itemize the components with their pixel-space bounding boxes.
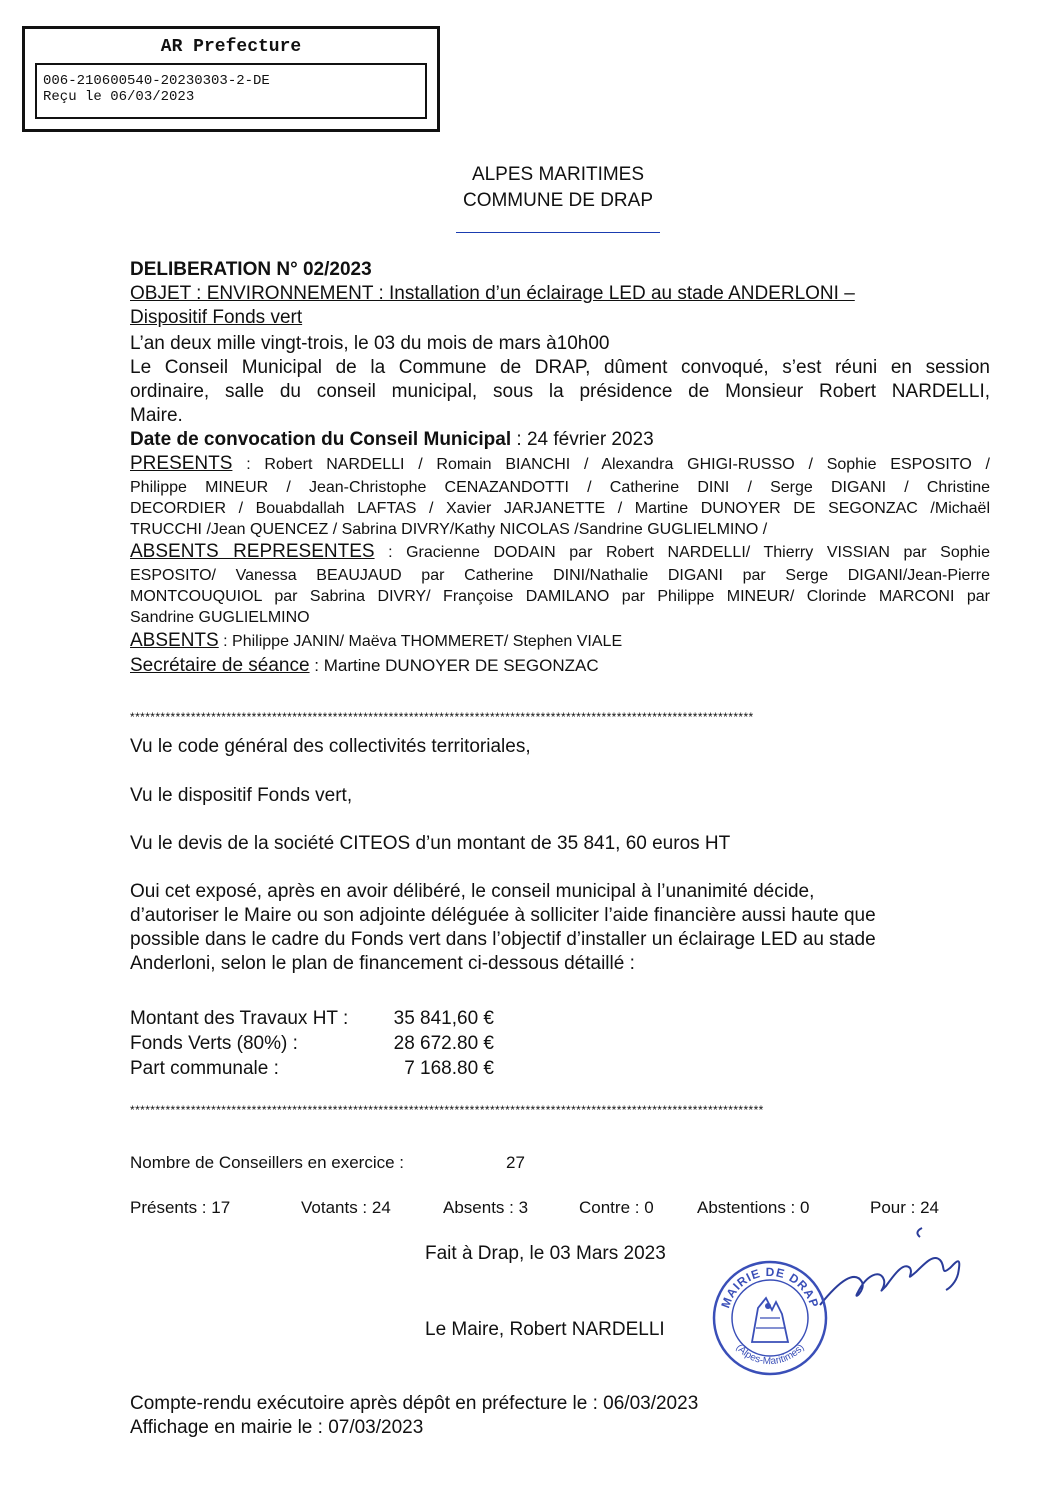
posting-line: Affichage en mairie le : 07/03/2023 (130, 1417, 424, 1438)
represented-line-3: MONTCOUQUIOL par Sabrina DIVRY/ Françoise DAMILANO par Philippe MINEUR/ Clorinde MARCONI par (130, 588, 990, 605)
financing-value: 28 672.80 € (393, 1033, 494, 1054)
executory-line: Compte-rendu exécutoire après dépôt en préfecture le : 06/03/2023 (130, 1393, 699, 1414)
decision-line-3: possible dans le cadre du Fonds vert dans l’objectif d’installer un éclairage LED au stade (130, 929, 876, 950)
absents-line (130, 628, 990, 654)
absents-names: : Philippe JANIN/ Maëva THOMMERET/ Stephen VIALE (218, 633, 623, 650)
header-divider (456, 232, 660, 233)
ar-received-date: Reçu le 06/03/2023 (43, 89, 195, 105)
decision-line-2: d’autoriser le Maire ou son adjointe déléguée à solliciter l’aide financière aussi haute que (130, 905, 876, 926)
vote-votants: Votants : 24 (301, 1198, 391, 1217)
deliberation-section (130, 258, 990, 678)
session-line-2: ordinaire, salle du conseil municipal, sous la présidence de Monsieur Robert NARDELLI, (130, 381, 990, 402)
financing-value: 35 841,60 € (393, 1008, 494, 1029)
object-line-1: OBJET : ENVIRONNEMENT : Installation d’un éclairage LED au stade ANDERLONI – (130, 283, 855, 304)
secretary-name: : Martine DUNOYER DE SEGONZAC (309, 656, 599, 675)
financing-label: Fonds Verts (80%) : (130, 1033, 298, 1054)
financing-label: Montant des Travaux HT : (130, 1008, 349, 1029)
region-name: ALPES MARITIMES (471, 164, 645, 185)
represented-block (130, 540, 990, 628)
represented-line-2: ESPOSITO/ Vanessa BEAUJAUD par Catherine DINI/Nathalie DIGANI par Serge DIGANI/Jean-Pierre (130, 567, 990, 584)
document-header (420, 162, 696, 214)
convocation-date: : 24 février 2023 (511, 429, 654, 450)
deliberation-number: DELIBERATION N° 02/2023 (130, 259, 372, 280)
presents-line-3: DECORDIER / Bouabdallah LAFTAS / Xavier JARJANETTE / Martine DUNOYER DE SEGONZAC /Michaël (130, 500, 990, 517)
convocation-line (130, 428, 990, 452)
separator-line-2: ***************************************************************************************************************************** (130, 1103, 764, 1117)
represented-line-1: : Gracienne DODAIN par Robert NARDELLI/ Thierry VISSIAN par Sophie (374, 544, 991, 561)
financing-plan (130, 1006, 494, 1081)
session-line-3: Maire. (130, 405, 183, 426)
object-line-2: Dispositif Fonds vert (130, 307, 303, 328)
presents-block (130, 452, 990, 540)
secretary-label: Secrétaire de séance (130, 655, 310, 676)
ar-reference: 006-210600540-20230303-2-DE (43, 73, 270, 89)
presents-label: PRESENTS (130, 453, 233, 474)
presents-line-2: Philippe MINEUR / Jean-Christophe CENAZANDOTTI / Catherine DINI / Serge DIGANI / Christine (130, 479, 990, 496)
vote-absents: Absents : 3 (443, 1198, 529, 1217)
consideration-code: Vu le code général des collectivités territoriales, (130, 736, 531, 757)
convocation-label: Date de convocation du Conseil Municipal (130, 429, 512, 450)
vote-pour: Pour : 24 (870, 1198, 939, 1217)
mairie-stamp (710, 1258, 830, 1378)
council-count-label: Nombre de Conseillers en exercice : (130, 1153, 405, 1172)
svg-text:MAIRIE DE DRAP (718, 1265, 821, 1310)
ar-title: AR Prefecture (160, 37, 302, 57)
represented-line-4: Sandrine GUGLIELMINO (130, 609, 310, 626)
secretary-line (130, 654, 990, 678)
commune-name: COMMUNE DE DRAP (462, 190, 653, 211)
consideration-quote: Vu le devis de la société CITEOS d’un montant de 35 841, 60 euros HT (130, 833, 731, 854)
financing-row (130, 1056, 494, 1081)
stamp-bottom-text: (Alpes-Maritimes) (733, 1342, 807, 1368)
decision-line-1: Oui cet exposé, après en avoir délibéré, le conseil municipal à l’unanimité décide, (130, 881, 815, 902)
session-line-1: Le Conseil Municipal de la Commune de DRAP, dûment convoqué, s’est réuni en session (130, 357, 990, 378)
financing-row (130, 1031, 494, 1056)
presents-line-1: : Robert NARDELLI / Romain BIANCHI / Alexandra GHIGI-RUSSO / Sophie ESPOSITO / (232, 456, 990, 473)
svg-text:(Alpes-Maritimes) (733, 1342, 806, 1367)
mayor-name: Le Maire, Robert NARDELLI (425, 1319, 665, 1340)
decision-paragraph (130, 880, 976, 976)
financing-value: 7 168.80 € (404, 1058, 494, 1079)
decision-line-4: Anderloni, selon le plan de financement ci-dessous détaillé : (130, 953, 635, 974)
ar-details (35, 63, 427, 119)
consideration-fonds-vert: Vu le dispositif Fonds vert, (130, 785, 353, 806)
council-count-value: 27 (506, 1153, 525, 1172)
stamp-top-text: MAIRIE DE DRAP (718, 1264, 822, 1310)
presents-line-4: TRUCCHI /Jean QUENCEZ / Sabrina DIVRY/Kathy NICOLAS /Sandrine GUGLIELMINO / (130, 521, 768, 538)
footer-block (130, 1392, 698, 1440)
ar-prefecture-box (22, 26, 440, 132)
vote-contre: Contre : 0 (579, 1198, 654, 1217)
vote-presents: Présents : 17 (130, 1198, 231, 1217)
financing-row (130, 1006, 494, 1031)
vote-abstentions: Abstentions : 0 (697, 1198, 810, 1217)
represented-label: ABSENTS REPRESENTES (130, 541, 375, 562)
place-and-date: Fait à Drap, le 03 Mars 2023 (425, 1243, 666, 1264)
separator-line-1: *************************************************************************************************************************** (130, 710, 754, 724)
financing-label: Part communale : (130, 1058, 279, 1079)
meeting-date-line: L’an deux mille vingt-trois, le 03 du mois de mars à10h00 (130, 333, 610, 354)
absents-label: ABSENTS (130, 630, 219, 651)
